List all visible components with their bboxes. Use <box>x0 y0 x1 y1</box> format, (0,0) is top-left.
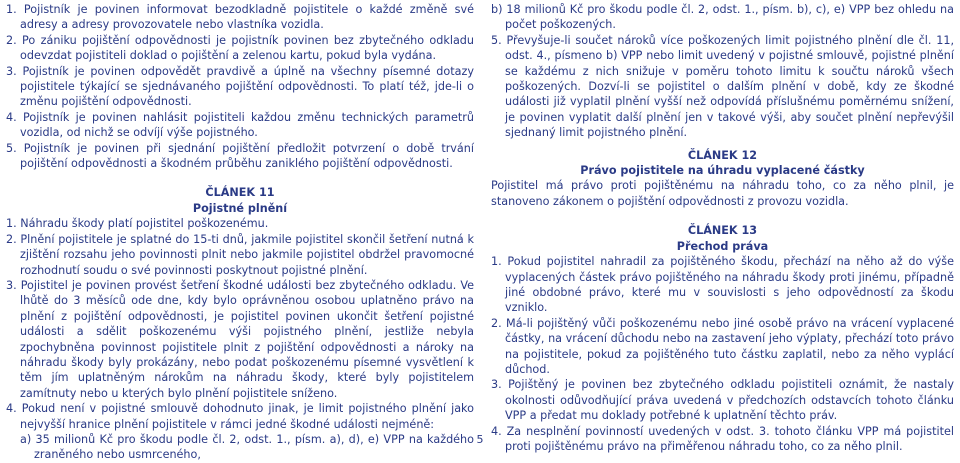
list-item: 4. Pojistník je povinen nahlásit pojistiteli každou změnu technických parametrů vozidla, od nichž se odvíjí výše pojistného. <box>6 110 474 140</box>
list-item: 2. Má-li pojištěný vůči poškozenému nebo jiné osobě právo na vrácení vyplacené částky, na vrácení důchodu nebo na zastavení jeho výplaty, přechází toto právo na pojistitele, pokud za pojištěného tuto částku zaplatil, nebo za něho vyplácí důchod. <box>491 316 954 376</box>
list-item: 2. Plnění pojistitele je splatné do 15-ti dnů, jakmile pojistitel skončil šetření nutná k zjištění rozsahu jeho povinnosti plnit nebo jakmile pojistitel obdržel pravomocné rozhodnutí soudu o své povinnosti poskytnout pojistné plnění. <box>6 232 474 277</box>
list-item: 1. Pojistník je povinen informovat bezodkladně pojistitele o každé změně své adresy a adresy provozovatele nebo vlastníka vozidla. <box>6 3 474 32</box>
article-12-subtitle: Právo pojistitele na úhradu vyplacené částky <box>580 164 865 178</box>
list-item: 3. Pojistitel je povinen provést šetření škodné události bez zbytečného odkladu. Ve lhůtě do 3 měsíců ode dne, kdy bylo oprávněnou osobou uplatněno právo na plnění z pojištění odpovědnosti, je pojistitel povinen ukončit šetření pojistné události a sdělit poškozenému výši pojistného plnění, jestliže nebyla zpochybněna povinnost pojistitele plnit z pojištění odpovědnosti a nároky na náhradu škody byly prokázány, nebo podat poškozenému písemné vysvětlení k těm jím uplatněným nárokům na náhradu škody, které byly pojistitelem zamítnuty nebo u kterých bylo plnění pojistitele sníženo. <box>6 278 474 400</box>
obligations-list <box>6 2 474 171</box>
list-item: 4. Pokud není v pojistné smlouvě dohodnuto jinak, je limit pojistného plnění jako nejvyšší hranice plnění pojistitele v rámci jedné škodné události nejméně: <box>6 402 474 431</box>
article-11-subtitle: Pojistné plnění <box>192 201 288 215</box>
article-11-title: ČLÁNEK 11 <box>205 186 275 200</box>
list-item: 3. Pojištěný je povinen bez zbytečného odkladu pojistiteli oznámit, že nastaly okolnosti odůvodňující práva uvedená v předchozích odstavcích tohoto článku VPP a předat mu doklady potřebné k uplatnění těchto práv. <box>491 378 954 423</box>
list-item: 2. Po zániku pojištění odpovědnosti je pojistník povinen bez zbytečného odkladu odevzdat pojistiteli doklad o pojištění a zelenou kartu, pokud byla vydána. <box>6 33 474 63</box>
list-item: 5. Převyšuje-li součet nároků více poškozených limit pojistného plnění dle čl. 11, odst. 4., písmeno b) VPP nebo limit uvedený v pojistné smlouvě, pojistné plnění se každému z nich snižuje v poměru tohoto limitu k součtu nároků všech poškozených. Dozví-li se pojistitel o dalším plnění v době, kdy ze škodné události již vyplatil plnění vyšší než odpovídá příslušnému poměrnému snížení, je povinen vyplatit další plnění jen v takové výši, aby součet plnění nepřevýšil sjednaný limit pojistného plnění. <box>491 33 954 140</box>
page-number: 5 <box>476 433 484 446</box>
article-12-text: Pojistitel má právo proti pojištěnému na náhradu toho, co za něho plnil, je stanoveno zákonem o pojištění odpovědnosti z provozu vozidla. <box>491 179 954 208</box>
left-column <box>6 2 474 463</box>
right-column <box>491 2 954 454</box>
article-13-subtitle: Přechod práva <box>676 239 769 253</box>
list-item: 1. Pokud pojistitel nahradil za pojištěného škodu, přechází na něho až do výše vyplacených částek právo pojištěného na náhradu škody proti jinému, případně jiné obdobné právo, které mu v souvislosti s jeho odpovědností za škodu vzniklo. <box>491 255 954 315</box>
list-item: 1. Náhradu škody platí pojistitel poškozenému. <box>6 217 269 231</box>
list-item: 5. Pojistník je povinen při sjednání pojištění předložit potvrzení o době trvání pojištění odpovědnosti a škodném průběhu zaniklého pojištění odpovědnosti. <box>6 141 474 171</box>
article-13-list <box>491 254 954 454</box>
list-item: 4. Za nesplnění povinností uvedených v odst. 3. tohoto článku VPP má pojistitel proti pojištěnému právo na přiměřenou náhradu toho, co za něho plnil. <box>491 424 954 453</box>
article-11-list <box>6 216 474 463</box>
list-item: a) 35 milionů Kč pro škodu podle čl. 2, odst. 1., písm. a), d), e) VPP na každého zraněného nebo usmrceného, <box>20 432 474 462</box>
article-12-title: ČLÁNEK 12 <box>687 148 758 162</box>
article-13-title: ČLÁNEK 13 <box>687 224 758 238</box>
list-item: 3. Pojistník je povinen odpovědět pravdivě a úplně na všechny písemné dotazy pojistitele týkající se sjednávaného pojištění odpovědnosti. To platí též, jde-li o změnu pojištění odpovědnosti. <box>6 64 474 109</box>
list-item: b) 18 milionů Kč pro škodu podle čl. 2, odst. 1., písm. b), c), e) VPP bez ohledu na počet poškozených. <box>491 3 954 32</box>
